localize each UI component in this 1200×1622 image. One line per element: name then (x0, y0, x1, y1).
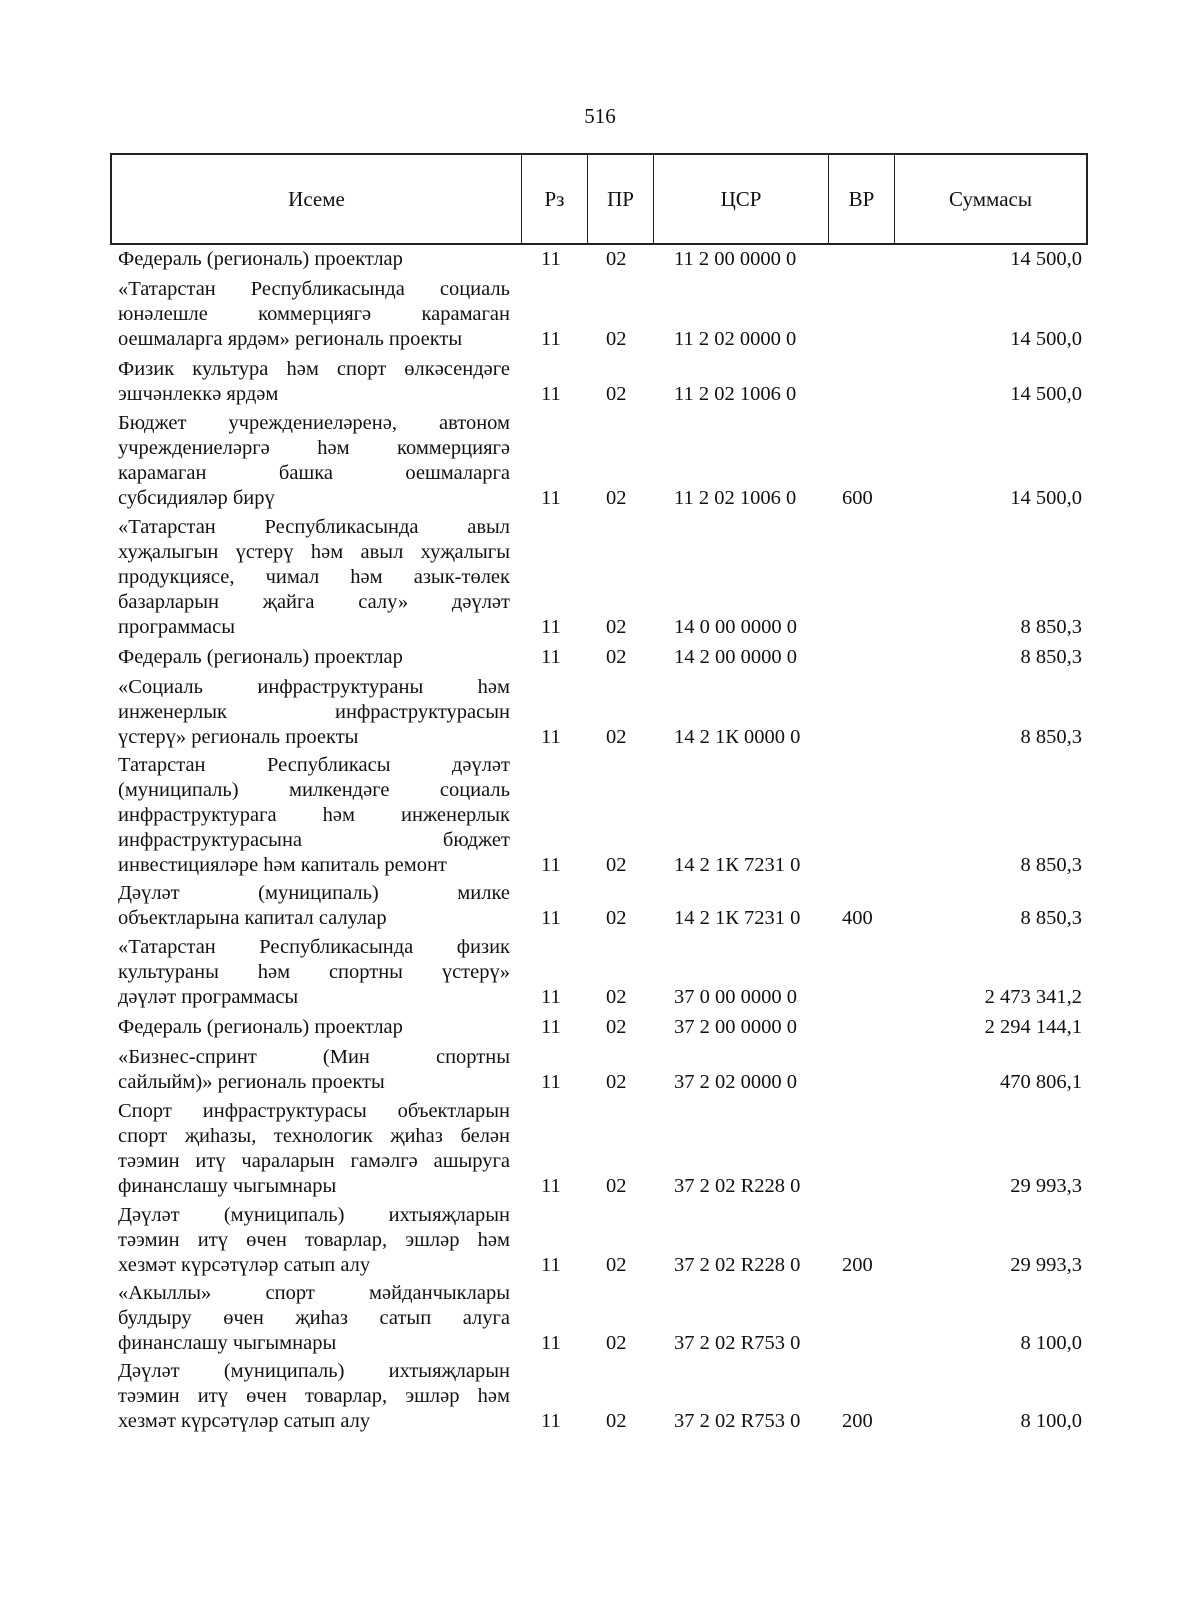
row-rz: 11 (541, 383, 561, 405)
row-name-line: оешмаларга ярдәм» региональ проекты (118, 328, 463, 350)
table-row (0, 753, 1200, 878)
table-row (0, 247, 1200, 272)
row-rz: 11 (541, 487, 561, 509)
table-row (0, 1045, 1200, 1095)
row-pr: 02 (606, 726, 627, 748)
row-vr: 200 (842, 1254, 873, 1276)
row-sum: 8 850,3 (1020, 854, 1082, 876)
row-rz: 11 (541, 1071, 561, 1093)
row-sum: 2 294 144,1 (984, 1016, 1082, 1038)
row-csr: 11 2 02 1006 0 (674, 487, 797, 509)
row-name-line: карамаган башка оешмаларга (118, 462, 510, 484)
row-name-line: учреждениеләргә һәм коммерциягә (118, 437, 510, 459)
row-pr: 02 (606, 1071, 627, 1093)
row-csr: 11 2 02 1006 0 (674, 383, 797, 405)
row-name-line: тәэмин итү өчен товарлар, эшләр һәм (118, 1385, 510, 1407)
table-row (0, 1359, 1200, 1434)
row-csr: 37 2 02 R753 0 (674, 1332, 801, 1354)
row-sum: 29 993,3 (1010, 1175, 1082, 1197)
row-csr: 37 2 02 R228 0 (674, 1175, 801, 1197)
header-name: Исеме (112, 155, 522, 243)
row-name-line: Дәүләт (муниципаль) милке (118, 882, 510, 904)
row-name-line: «Татарстан Республикасында физик (118, 936, 510, 958)
row-csr: 37 2 02 0000 0 (674, 1071, 797, 1093)
table-row (0, 1203, 1200, 1278)
row-rz: 11 (541, 1254, 561, 1276)
row-pr: 02 (606, 383, 627, 405)
row-name (118, 1281, 510, 1356)
row-name-line: тәэмин итү чараларын гамәлгә ашыруга (118, 1150, 510, 1172)
row-name-line: инфраструктурага һәм инженерлык (118, 804, 510, 826)
row-name-line: Спорт инфраструктурасы объектларын (118, 1100, 510, 1122)
row-name (118, 881, 510, 931)
row-name-line: «Акыллы» спорт мәйданчыклары (118, 1282, 510, 1304)
row-csr: 14 2 1К 0000 0 (674, 726, 801, 748)
row-pr: 02 (606, 907, 627, 929)
row-sum: 8 850,3 (1020, 616, 1082, 638)
row-csr: 37 0 00 0000 0 (674, 986, 797, 1008)
row-rz: 11 (541, 1175, 561, 1197)
table-row (0, 675, 1200, 750)
row-pr: 02 (606, 1332, 627, 1354)
row-name (118, 1099, 510, 1199)
row-csr: 37 2 00 0000 0 (674, 1016, 797, 1038)
row-name (118, 1045, 510, 1095)
row-name (118, 645, 510, 670)
row-name (118, 247, 510, 272)
row-sum: 8 850,3 (1020, 646, 1082, 668)
row-pr: 02 (606, 328, 627, 350)
row-name-line: объектларына капитал салулар (118, 907, 387, 929)
row-name (118, 675, 510, 750)
row-pr: 02 (606, 487, 627, 509)
row-csr: 14 2 1К 7231 0 (674, 907, 801, 929)
row-csr: 14 0 00 0000 0 (674, 616, 797, 638)
row-rz: 11 (541, 1332, 561, 1354)
table-row (0, 277, 1200, 352)
row-pr: 02 (606, 1254, 627, 1276)
row-pr: 02 (606, 616, 627, 638)
row-rz: 11 (541, 907, 561, 929)
row-vr: 600 (842, 487, 873, 509)
row-name-line: сайлыйм)» региональ проекты (118, 1071, 385, 1093)
table-row (0, 515, 1200, 640)
row-vr: 200 (842, 1410, 873, 1432)
row-name-line: (муниципаль) милкендәге социаль (118, 779, 510, 801)
row-pr: 02 (606, 1175, 627, 1197)
row-csr: 11 2 02 0000 0 (674, 328, 797, 350)
row-name (118, 357, 510, 407)
row-rz: 11 (541, 328, 561, 350)
table-row (0, 935, 1200, 1010)
header-vr: ВР (829, 155, 895, 243)
row-name-line: финанслашу чыгымнары (118, 1332, 337, 1354)
table-row (0, 357, 1200, 407)
row-pr: 02 (606, 986, 627, 1008)
row-name-line: инженерлык инфраструктурасын (118, 701, 510, 723)
row-pr: 02 (606, 854, 627, 876)
row-name-line: «Татарстан Республикасында социаль (118, 278, 510, 300)
row-name-line: хуҗалыгын үстерү һәм авыл хуҗалыгы (118, 541, 510, 563)
row-name-line: Бюджет учреждениеләренә, автоном (118, 412, 510, 434)
table-row (0, 1099, 1200, 1199)
row-name-line: «Татарстан Республикасында авыл (118, 516, 510, 538)
row-sum: 8 100,0 (1020, 1410, 1082, 1432)
row-csr: 14 2 1К 7231 0 (674, 854, 801, 876)
row-name-line: инфраструктурасына бюджет (118, 829, 510, 851)
row-name-line: Федераль (региональ) проектлар (118, 646, 403, 668)
row-name-line: Дәүләт (муниципаль) ихтыяҗларын (118, 1360, 510, 1382)
row-name (118, 1015, 510, 1040)
row-sum: 14 500,0 (1010, 383, 1082, 405)
row-name-line: Татарстан Республикасы дәүләт (118, 754, 510, 776)
row-rz: 11 (541, 646, 561, 668)
table-row (0, 1015, 1200, 1040)
row-sum: 14 500,0 (1010, 248, 1082, 270)
row-rz: 11 (541, 986, 561, 1008)
row-sum: 14 500,0 (1010, 487, 1082, 509)
row-name-line: Физик культура һәм спорт өлкәсендәге (118, 358, 510, 380)
table-row (0, 1281, 1200, 1356)
row-name-line: тәэмин итү өчен товарлар, эшләр һәм (118, 1229, 510, 1251)
row-sum: 8 850,3 (1020, 726, 1082, 748)
row-pr: 02 (606, 248, 627, 270)
row-name-line: Федераль (региональ) проектлар (118, 248, 403, 270)
row-rz: 11 (541, 854, 561, 876)
row-sum: 2 473 341,2 (984, 986, 1082, 1008)
row-name-line: «Бизнес-спринт (Мин спортны (118, 1046, 510, 1068)
table-row (0, 411, 1200, 511)
table-row (0, 881, 1200, 931)
row-sum: 14 500,0 (1010, 328, 1082, 350)
row-name-line: базарларын җайга салу» дәүләт (118, 591, 510, 613)
row-pr: 02 (606, 646, 627, 668)
row-rz: 11 (541, 248, 561, 270)
row-rz: 11 (541, 1410, 561, 1432)
row-rz: 11 (541, 1016, 561, 1038)
row-csr: 37 2 02 R228 0 (674, 1254, 801, 1276)
table-row (0, 645, 1200, 670)
row-name (118, 753, 510, 878)
row-pr: 02 (606, 1410, 627, 1432)
row-name (118, 1203, 510, 1278)
row-name-line: юнәлешле коммерциягә карамаган (118, 303, 510, 325)
row-name-line: финанслашу чыгымнары (118, 1175, 337, 1197)
row-name-line: хезмәт күрсәтүләр сатып алу (118, 1254, 371, 1276)
row-rz: 11 (541, 726, 561, 748)
header-pr: ПР (588, 155, 654, 243)
row-csr: 14 2 00 0000 0 (674, 646, 797, 668)
row-name-line: эшчәнлеккә ярдәм (118, 383, 279, 405)
row-name-line: Федераль (региональ) проектлар (118, 1016, 403, 1038)
row-pr: 02 (606, 1016, 627, 1038)
row-name-line: программасы (118, 616, 236, 638)
row-name-line: спорт җиһазы, технологик җиһаз белән (118, 1125, 510, 1147)
row-csr: 37 2 02 R753 0 (674, 1410, 801, 1432)
row-name-line: продукциясе, чимал һәм азык-төлек (118, 566, 510, 588)
row-name-line: Дәүләт (муниципаль) ихтыяҗларын (118, 1204, 510, 1226)
row-name (118, 411, 510, 511)
row-name (118, 935, 510, 1010)
row-csr: 11 2 00 0000 0 (674, 248, 797, 270)
row-sum: 470 806,1 (1000, 1071, 1082, 1093)
row-name (118, 277, 510, 352)
row-name (118, 1359, 510, 1434)
row-name-line: дәүләт программасы (118, 986, 299, 1008)
header-sum: Суммасы (949, 186, 1032, 211)
row-name-line: «Социаль инфраструктураны һәм (118, 676, 510, 698)
row-name-line: инвестицияләре һәм капиталь ремонт (118, 854, 447, 876)
header-csr: ЦСР (654, 155, 829, 243)
row-name (118, 515, 510, 640)
row-name-line: булдыру өчен җиһаз сатып алуга (118, 1307, 510, 1329)
row-name-line: хезмәт күрсәтүләр сатып алу (118, 1410, 371, 1432)
row-sum: 8 850,3 (1020, 907, 1082, 929)
row-name-line: субсидияләр бирү (118, 487, 275, 509)
row-name-line: үстерү» региональ проекты (118, 726, 359, 748)
row-name-line: культураны һәм спортны үстерү» (118, 961, 510, 983)
row-sum: 29 993,3 (1010, 1254, 1082, 1276)
row-vr: 400 (842, 907, 873, 929)
row-sum: 8 100,0 (1020, 1332, 1082, 1354)
page-number: 516 (584, 104, 616, 128)
row-rz: 11 (541, 616, 561, 638)
header-rz: Рз (522, 155, 588, 243)
